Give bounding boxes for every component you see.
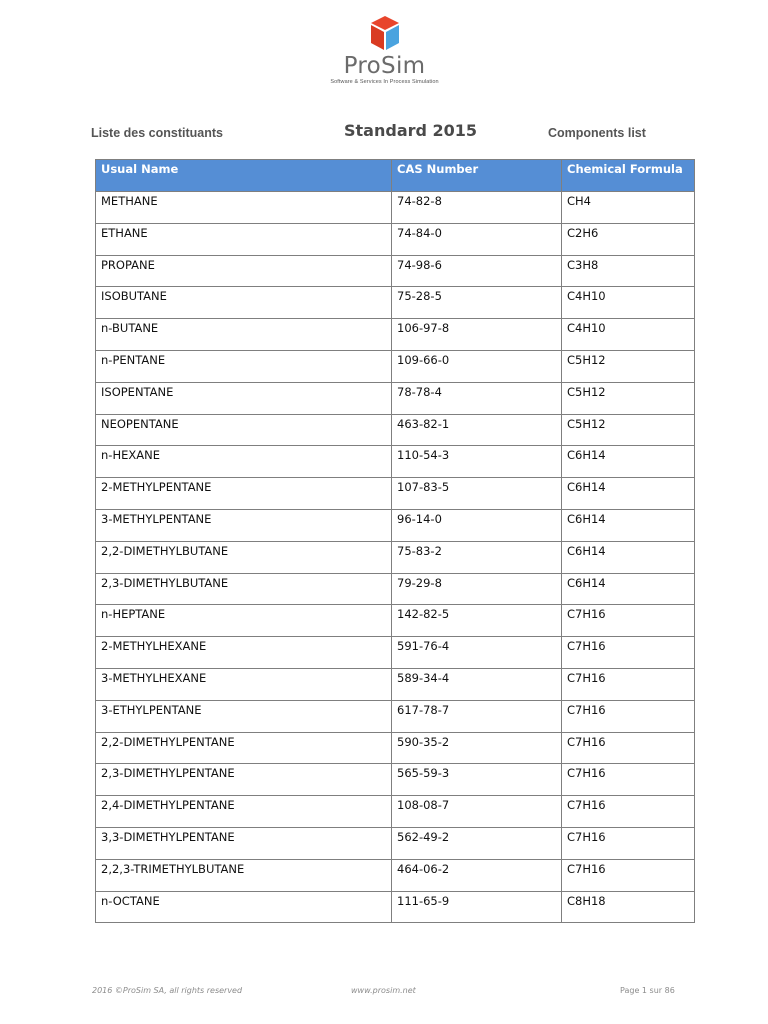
chemical-formula-cell: CH4	[562, 192, 695, 224]
chemical-formula-cell: C7H16	[562, 700, 695, 732]
chemical-formula-cell: C7H16	[562, 859, 695, 891]
table-row	[96, 796, 695, 828]
chemical-formula-cell: C5H12	[562, 414, 695, 446]
header-center-title: Standard 2015	[344, 121, 478, 140]
usual-name-cell: 2,2,3-TRIMETHYLBUTANE	[96, 859, 392, 891]
column-header-usual-name: Usual Name	[96, 160, 392, 192]
cas-number-cell: 108-08-7	[392, 796, 562, 828]
table-row	[96, 223, 695, 255]
usual-name-cell: 3,3-DIMETHYLPENTANE	[96, 827, 392, 859]
cas-number-cell: 74-82-8	[392, 192, 562, 224]
usual-name-cell: 2,2-DIMETHYLPENTANE	[96, 732, 392, 764]
table-row	[96, 605, 695, 637]
table-row	[96, 637, 695, 669]
usual-name-cell: 2,3-DIMETHYLBUTANE	[96, 573, 392, 605]
usual-name-cell: 3-METHYLHEXANE	[96, 668, 392, 700]
chemical-formula-cell: C7H16	[562, 827, 695, 859]
chemical-formula-cell: C7H16	[562, 796, 695, 828]
cas-number-cell: 75-83-2	[392, 541, 562, 573]
chemical-formula-cell: C6H14	[562, 478, 695, 510]
footer-website: www.prosim.net	[351, 986, 416, 995]
usual-name-cell: 2,2-DIMETHYLBUTANE	[96, 541, 392, 573]
prosim-logo	[322, 16, 447, 92]
table-row	[96, 668, 695, 700]
table-row	[96, 478, 695, 510]
table-row	[96, 382, 695, 414]
chemical-formula-cell: C8H18	[562, 891, 695, 923]
chemical-formula-cell: C6H14	[562, 509, 695, 541]
table-row	[96, 827, 695, 859]
chemical-formula-cell: C7H16	[562, 764, 695, 796]
chemical-formula-cell: C4H10	[562, 319, 695, 351]
cas-number-cell: 142-82-5	[392, 605, 562, 637]
usual-name-cell: n-BUTANE	[96, 319, 392, 351]
cas-number-cell: 591-76-4	[392, 637, 562, 669]
usual-name-cell: n-HEXANE	[96, 446, 392, 478]
cas-number-cell: 565-59-3	[392, 764, 562, 796]
table-row	[96, 573, 695, 605]
chemical-formula-cell: C5H12	[562, 350, 695, 382]
table-row	[96, 319, 695, 351]
chemical-formula-cell: C6H14	[562, 446, 695, 478]
cas-number-cell: 110-54-3	[392, 446, 562, 478]
table-row	[96, 700, 695, 732]
cas-number-cell: 107-83-5	[392, 478, 562, 510]
usual-name-cell: METHANE	[96, 192, 392, 224]
table-row	[96, 446, 695, 478]
logo-tagline: Software & Services In Process Simulation	[330, 79, 439, 85]
column-header-cas-number: CAS Number	[392, 160, 562, 192]
header-right-title: Components list	[548, 126, 646, 140]
table-body	[96, 192, 695, 923]
usual-name-cell: 2,4-DIMETHYLPENTANE	[96, 796, 392, 828]
usual-name-cell: n-PENTANE	[96, 350, 392, 382]
usual-name-cell: 2-METHYLHEXANE	[96, 637, 392, 669]
table-header-row	[96, 160, 695, 192]
chemical-formula-cell: C4H10	[562, 287, 695, 319]
cas-number-cell: 74-84-0	[392, 223, 562, 255]
chemical-formula-cell: C7H16	[562, 732, 695, 764]
cas-number-cell: 109-66-0	[392, 350, 562, 382]
cas-number-cell: 106-97-8	[392, 319, 562, 351]
chemical-formula-cell: C7H16	[562, 605, 695, 637]
usual-name-cell: PROPANE	[96, 255, 392, 287]
usual-name-cell: 3-METHYLPENTANE	[96, 509, 392, 541]
usual-name-cell: ISOPENTANE	[96, 382, 392, 414]
logo-brand: ProSim	[343, 53, 426, 79]
table-row	[96, 891, 695, 923]
footer-copyright: 2016 ©ProSim SA, all rights reserved	[92, 986, 243, 995]
cas-number-cell: 75-28-5	[392, 287, 562, 319]
table-row	[96, 287, 695, 319]
header-left-title: Liste des constituants	[91, 126, 223, 140]
usual-name-cell: 3-ETHYLPENTANE	[96, 700, 392, 732]
chemical-formula-cell: C5H12	[562, 382, 695, 414]
table-row	[96, 350, 695, 382]
cas-number-cell: 464-06-2	[392, 859, 562, 891]
table-row	[96, 414, 695, 446]
cas-number-cell: 589-34-4	[392, 668, 562, 700]
chemical-formula-cell: C6H14	[562, 573, 695, 605]
footer-page-number: Page 1 sur 86	[620, 986, 675, 995]
table-row	[96, 859, 695, 891]
usual-name-cell: ETHANE	[96, 223, 392, 255]
cas-number-cell: 463-82-1	[392, 414, 562, 446]
table-row	[96, 192, 695, 224]
chemical-formula-cell: C7H16	[562, 637, 695, 669]
cas-number-cell: 78-78-4	[392, 382, 562, 414]
cas-number-cell: 617-78-7	[392, 700, 562, 732]
cas-number-cell: 111-65-9	[392, 891, 562, 923]
table-row	[96, 764, 695, 796]
cas-number-cell: 96-14-0	[392, 509, 562, 541]
column-header-chemical-formula: Chemical Formula	[562, 160, 695, 192]
chemical-formula-cell: C3H8	[562, 255, 695, 287]
table-row	[96, 732, 695, 764]
cas-number-cell: 590-35-2	[392, 732, 562, 764]
usual-name-cell: 2,3-DIMETHYLPENTANE	[96, 764, 392, 796]
table-row	[96, 255, 695, 287]
cas-number-cell: 79-29-8	[392, 573, 562, 605]
prosim-cube-icon	[368, 16, 402, 52]
cas-number-cell: 562-49-2	[392, 827, 562, 859]
chemical-formula-cell: C6H14	[562, 541, 695, 573]
usual-name-cell: 2-METHYLPENTANE	[96, 478, 392, 510]
table-row	[96, 541, 695, 573]
usual-name-cell: ISOBUTANE	[96, 287, 392, 319]
components-table	[95, 159, 695, 923]
usual-name-cell: n-HEPTANE	[96, 605, 392, 637]
usual-name-cell: n-OCTANE	[96, 891, 392, 923]
usual-name-cell: NEOPENTANE	[96, 414, 392, 446]
chemical-formula-cell: C2H6	[562, 223, 695, 255]
table-row	[96, 509, 695, 541]
cas-number-cell: 74-98-6	[392, 255, 562, 287]
chemical-formula-cell: C7H16	[562, 668, 695, 700]
